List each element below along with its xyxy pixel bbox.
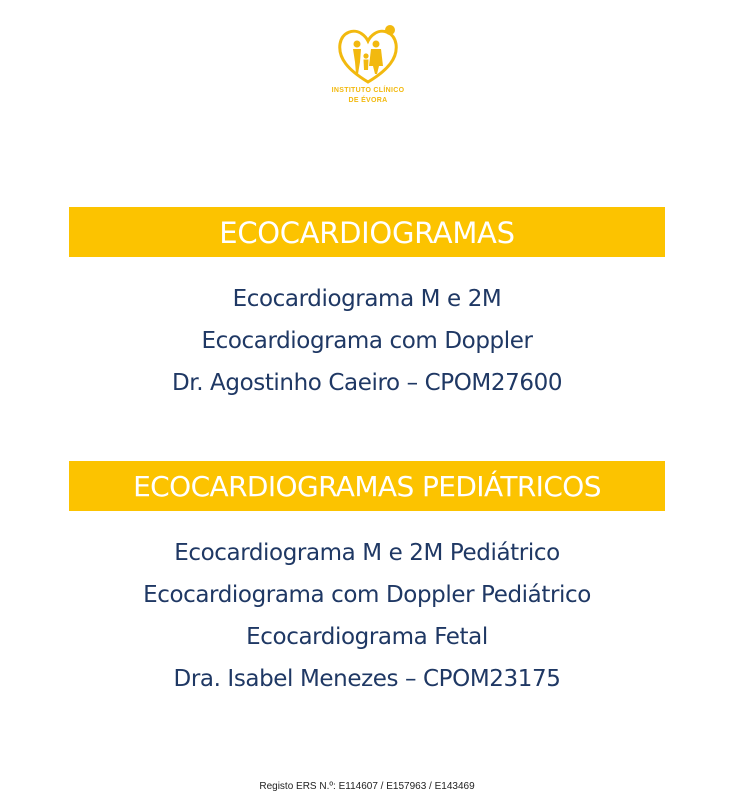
list-item: Ecocardiograma com Doppler: [201, 328, 533, 354]
doctor-credit: Dra. Isabel Menezes – CPOM23175: [173, 666, 561, 692]
doctor-credit: Dr. Agostinho Caeiro – CPOM27600: [171, 370, 563, 396]
list-item: Ecocardiograma M e 2M: [232, 286, 502, 312]
logo-text-line2: DE ÉVORA: [348, 97, 388, 104]
section-title-echocardiograms: ECOCARDIOGRAMAS: [69, 207, 665, 257]
list-item: Ecocardiograma com Doppler Pediátrico: [143, 582, 591, 608]
institute-logo: [318, 22, 418, 108]
section-list-echocardiograms: [0, 278, 734, 404]
footer-registration: Registo ERS N.º: E114607 / E157963 / E143469: [259, 781, 475, 792]
section-list-pediatric-echocardiograms: [0, 532, 734, 700]
logo-text-line1: INSTITUTO CLÍNICO: [331, 87, 405, 94]
list-item: Ecocardiograma M e 2M Pediátrico: [174, 540, 560, 566]
section-title-pediatric-echocardiograms: ECOCARDIOGRAMAS PEDIÁTRICOS: [69, 461, 665, 511]
family-heart-icon: [318, 22, 418, 86]
list-item: Ecocardiograma Fetal: [246, 624, 488, 650]
